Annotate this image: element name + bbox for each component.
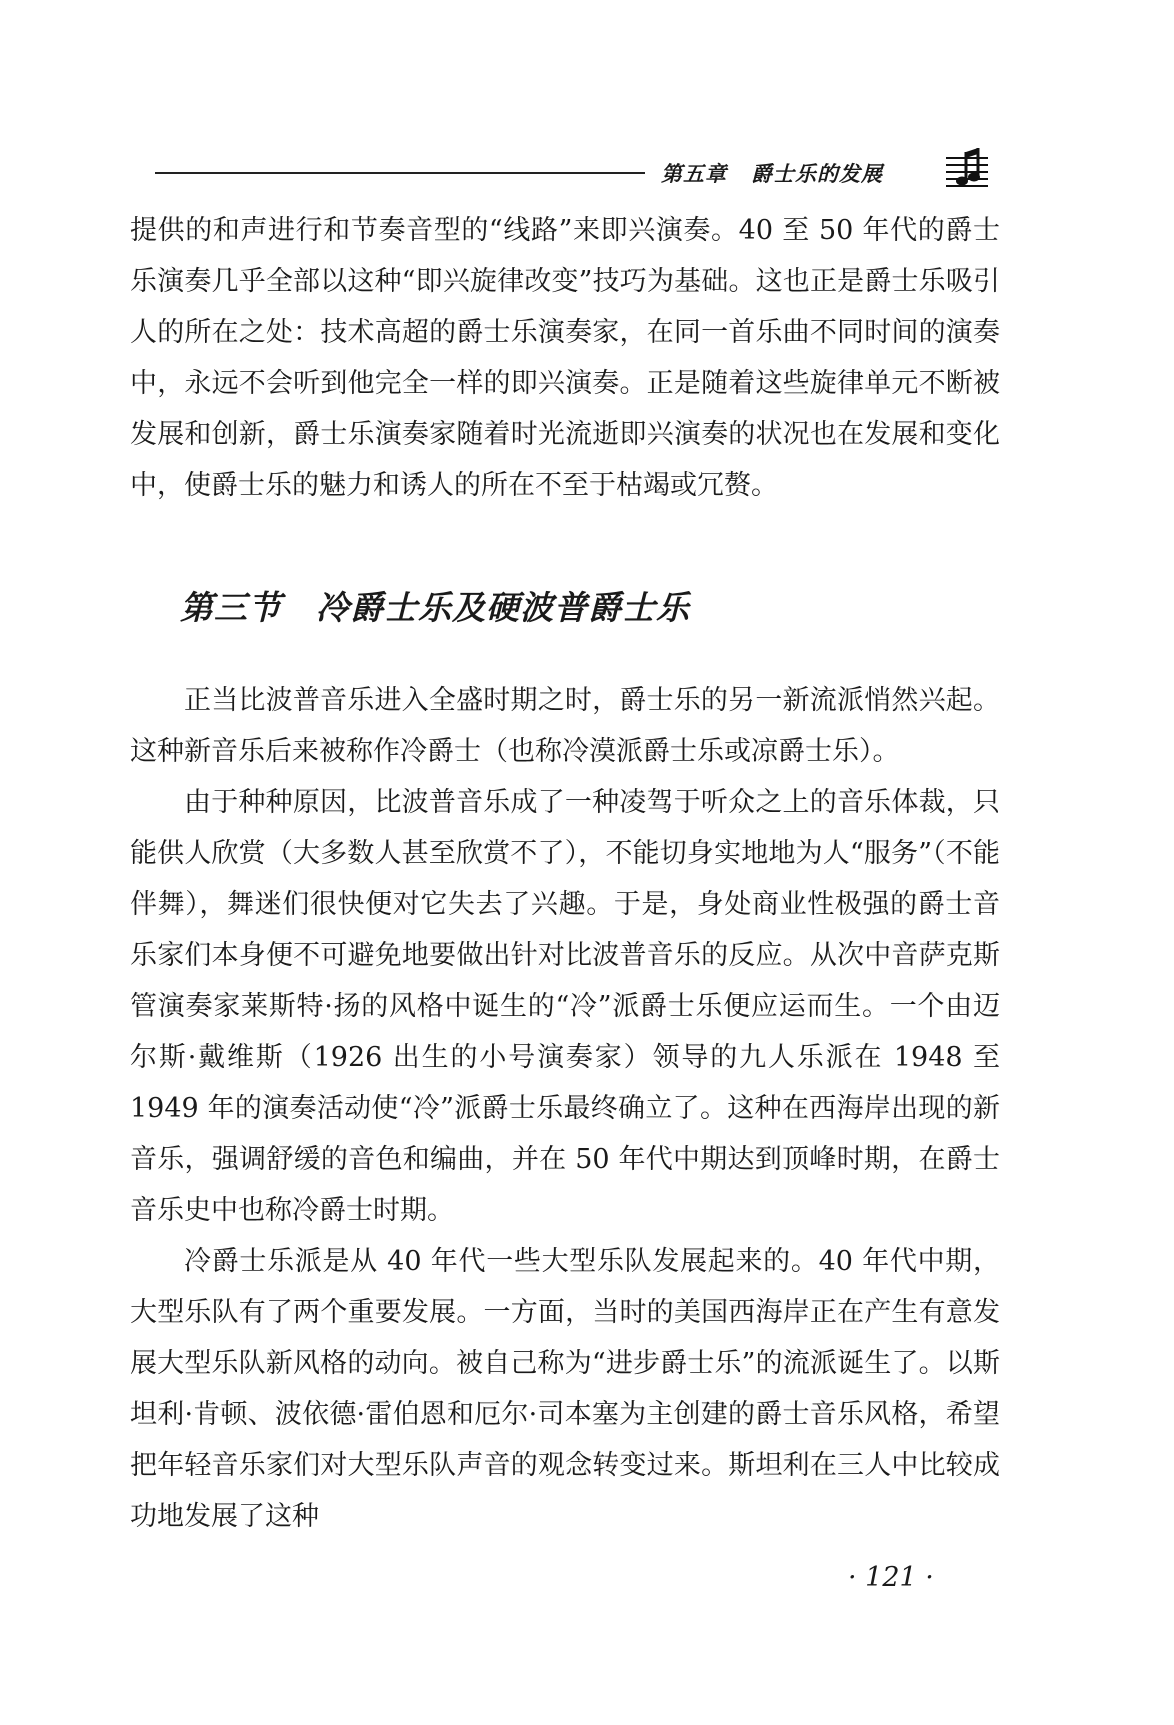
page-number: · 121 · [848,1562,934,1593]
section-body [130,675,1000,1542]
opening-text [130,205,1000,511]
section-heading [180,582,690,629]
paragraph: 提供的和声进行和节奏音型的“线路”来即兴演奏。40 至 50 年代的爵士乐演奏几乎全部以这种“即兴旋律改变”技巧为基础。这也正是爵士乐吸引人的所在之处：技术高超的爵士乐演奏家，在同一首乐曲不同时间的演奏中，永远不会听到他完全一样的即兴演奏。正是随着这些旋律单元不断被发展和创新，爵士乐演奏家随着时光流逝即兴演奏的状况也在发展和变化中，使爵士乐的魅力和诱人的所在不至于枯竭或冗赘。 [130,215,1000,501]
section-title: 冷爵士乐及硬波普爵士乐 [316,588,690,627]
section-number: 第三节 [180,588,282,627]
paragraph: 由于种种原因，比波普音乐成了一种凌驾于听众之上的音乐体裁，只能供人欣赏（大多数人甚至欣赏不了），不能切身实地地为人“服务”（不能伴舞），舞迷们很快便对它失去了兴趣。于是，身处商业性极强的爵士音乐家们本身便不可避免地要做出针对比波普音乐的反应。从次中音萨克斯管演奏家莱斯特·扬的风格中诞生的“冷”派爵士乐便应运而生。一个由迈尔斯·戴维斯（1926 出生的小号演奏家）领导的九人乐派在 1948 至 1949 年的演奏活动使“冷”派爵士乐最终确立了。这种在西海岸出现的新音乐，强调舒缓的音色和编曲，并在 50 年代中期达到顶峰时期，在爵士音乐史中也称冷爵士时期。 [130,787,1000,1226]
paragraph: 冷爵士乐派是从 40 年代一些大型乐队发展起来的。40 年代中期，大型乐队有了两个重要发展。一方面，当时的美国西海岸正在产生有意发展大型乐队新风格的动向。被自己称为“进步爵士乐”的流派诞生了。以斯坦利·肯顿、波依德·雷伯恩和厄尔·司本塞为主创建的爵士音乐风格，希望把年轻音乐家们对大型乐队声音的观念转变过来。斯坦利在三人中比较成功地发展了这种 [130,1246,1000,1532]
music-staff-icon [944,146,990,190]
running-head [155,158,990,198]
chapter-title: 爵士乐的发展 [751,161,883,186]
chapter-label: 第五章 [661,161,727,186]
paragraph: 正当比波普音乐进入全盛时期之时，爵士乐的另一新流派悄然兴起。这种新音乐后来被称作冷爵士（也称冷漠派爵士乐或凉爵士乐）。 [130,685,1000,767]
running-head-text [661,158,883,188]
header-rule [155,172,645,174]
